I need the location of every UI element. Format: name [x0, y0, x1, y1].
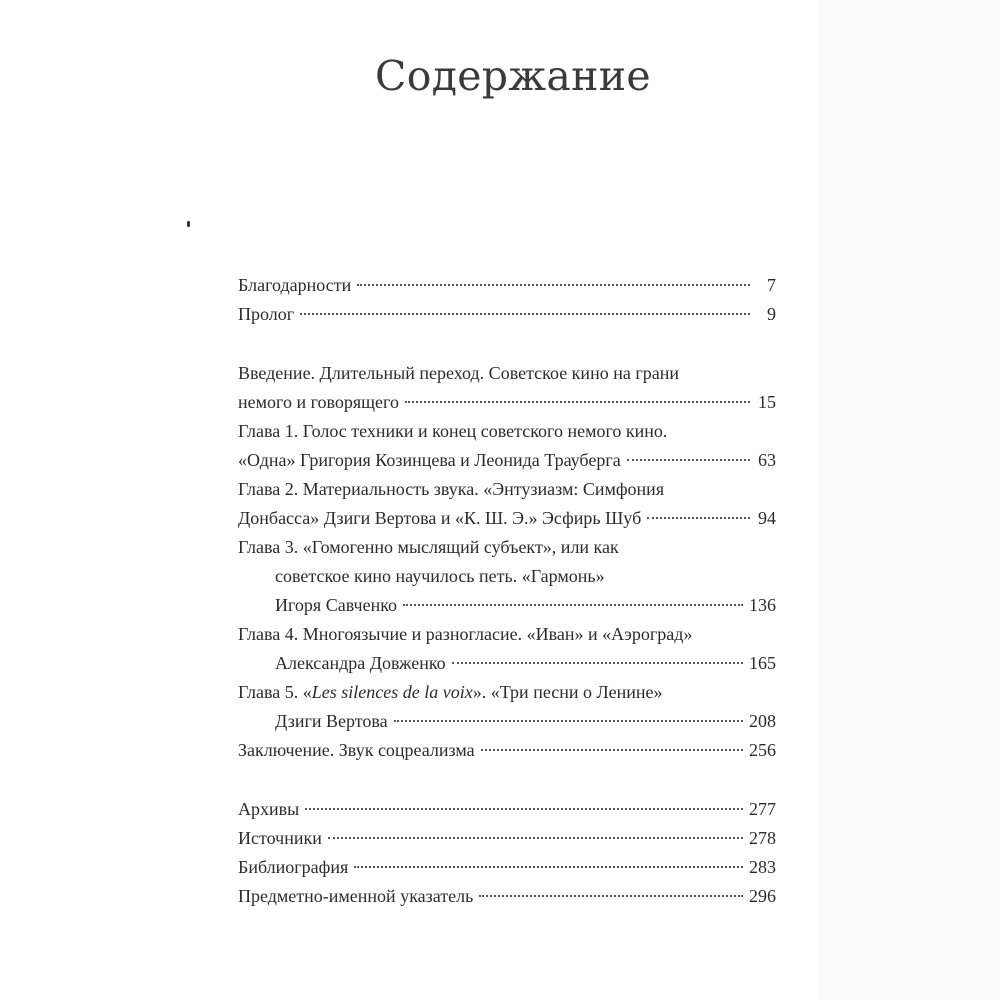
dot-leader	[452, 662, 743, 664]
toc-page-number: 256	[749, 740, 776, 760]
toc-page-number: 9	[767, 304, 776, 324]
table-of-contents	[238, 271, 776, 911]
dot-leader	[627, 459, 750, 461]
toc-entry-prologue	[238, 300, 776, 329]
dot-leader	[481, 749, 743, 751]
toc-entry-chapter-2	[238, 475, 776, 533]
toc-entry-title-cont: немого и говорящего	[238, 392, 399, 412]
dot-leader	[405, 401, 750, 403]
toc-page-number: 136	[749, 595, 776, 615]
toc-entry-title: Архивы	[238, 799, 300, 819]
toc-entry-title-cont: «Одна» Григория Козинцева и Леонида Трауберга	[238, 450, 621, 470]
toc-page-number: 165	[749, 653, 776, 673]
toc-entry-title: Предметно-именной указатель	[238, 886, 474, 906]
toc-entry-chapter-4	[238, 620, 776, 678]
toc-entry-title: Заключение. Звук соцреализма	[238, 740, 475, 760]
toc-entry-title: Глава 1. Голос техники и конец советского немого кино.	[238, 421, 668, 441]
toc-entry-title-cont: Игоря Савченко	[275, 595, 398, 615]
dot-leader	[328, 837, 743, 839]
toc-page-number: 15	[758, 392, 776, 412]
dot-leader	[305, 808, 743, 810]
toc-entry-title: Глава 2. Материальность звука. «Энтузиазм: Симфония	[238, 479, 665, 499]
toc-page-number: 277	[749, 799, 776, 819]
toc-entry-sources	[238, 824, 776, 853]
toc-entry-acknowledgements	[238, 271, 776, 300]
toc-page-number: 7	[767, 275, 776, 295]
toc-entry-title: Благодарности	[238, 275, 352, 295]
toc-entry-title: Глава 3. «Гомогенно мыслящий субъект», или как	[238, 537, 619, 557]
toc-entry-index	[238, 882, 776, 911]
toc-entry-conclusion	[238, 736, 776, 765]
toc-page-number: 283	[749, 857, 776, 877]
toc-page-number: 63	[758, 450, 776, 470]
page-title: Содержание	[375, 52, 651, 100]
toc-entry-title-cont: Дзиги Вертова	[275, 711, 388, 731]
toc-page-number: 208	[749, 711, 776, 731]
toc-entry-title-cont: Донбасса» Дзиги Вертова и «К. Ш. Э.» Эсфирь Шуб	[238, 508, 642, 528]
toc-entry-title-cont: советское кино научилось петь. «Гармонь»	[275, 566, 605, 586]
toc-entry-title: Пролог	[238, 304, 295, 324]
toc-page-number: 94	[758, 508, 776, 528]
dot-leader	[403, 604, 743, 606]
dot-leader	[479, 895, 743, 897]
toc-entry-chapter-5	[238, 678, 776, 736]
toc-entry-title: Источники	[238, 828, 322, 848]
ink-speck	[187, 221, 190, 227]
toc-entry-chapter-3	[238, 533, 776, 620]
italic-title-fragment: Les silences de la voix	[311, 682, 473, 702]
toc-entry-bibliography	[238, 853, 776, 882]
toc-entry-introduction	[238, 359, 776, 417]
toc-entry-title: Глава 4. Многоязычие и разногласие. «Иван» и «Аэроград»	[238, 624, 693, 644]
dot-leader	[357, 284, 750, 286]
toc-entry-title: Введение. Длительный переход. Советское кино на грани	[238, 363, 679, 383]
toc-entry-title: Глава 5. «Les silences de la voix». «Три песни о Ленине»	[238, 682, 663, 702]
toc-entry-chapter-1	[238, 417, 776, 475]
dot-leader	[354, 866, 743, 868]
dot-leader	[300, 313, 750, 315]
toc-entry-title-cont: Александра Довженко	[275, 653, 446, 673]
toc-page-number: 296	[749, 886, 776, 906]
toc-entry-archives	[238, 795, 776, 824]
dot-leader	[394, 720, 743, 722]
page-margin-background	[818, 0, 1000, 1000]
dot-leader	[647, 517, 750, 519]
toc-entry-title: Библиография	[238, 857, 349, 877]
toc-page-number: 278	[749, 828, 776, 848]
